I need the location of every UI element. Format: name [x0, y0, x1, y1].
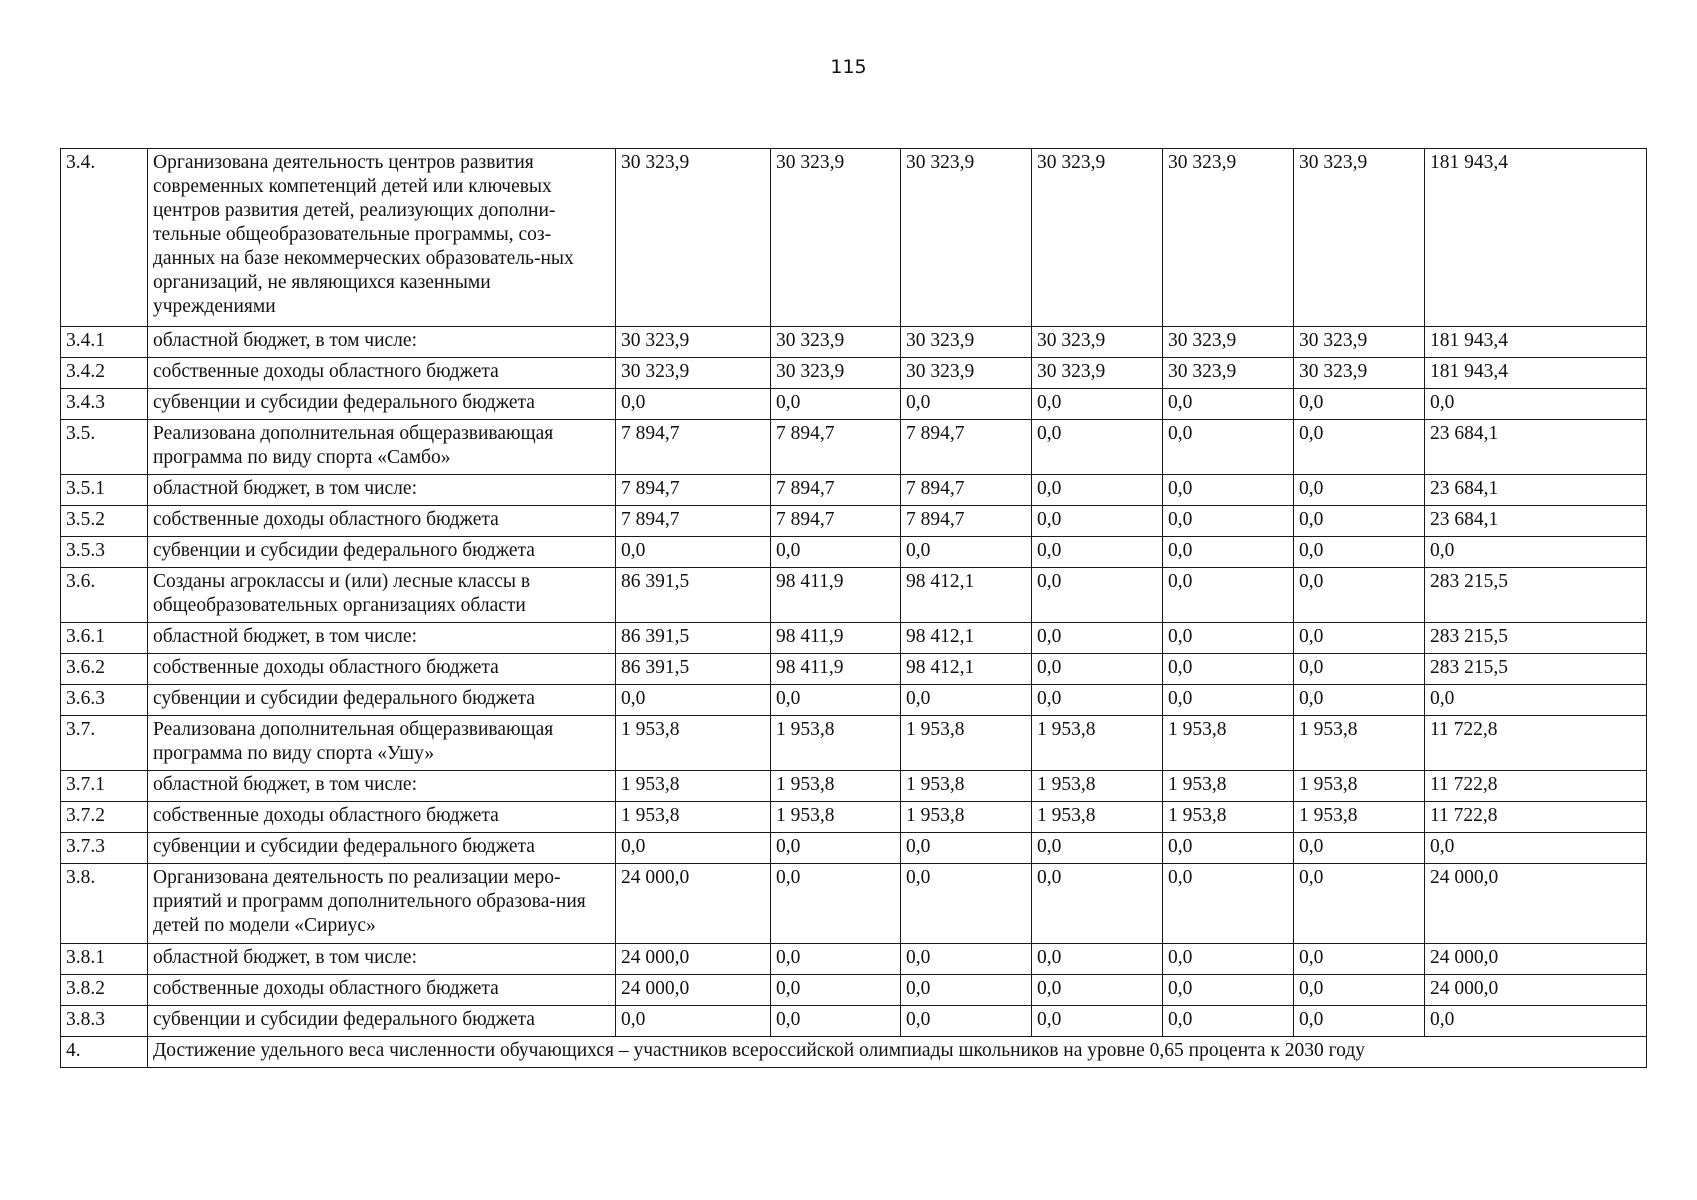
row-year-value: 0,0 [901, 833, 1032, 864]
row-code: 3.7. [61, 716, 148, 771]
row-year-value: 0,0 [771, 537, 901, 568]
table-row [61, 716, 1647, 771]
row-code: 3.5. [61, 420, 148, 475]
row-year-value: 98 411,9 [771, 623, 901, 654]
row-year-value: 1 953,8 [771, 802, 901, 833]
table-row [61, 389, 1647, 420]
row-year-value: 0,0 [1032, 685, 1163, 716]
row-year-value: 0,0 [1294, 864, 1425, 944]
row-year-value: 0,0 [1294, 389, 1425, 420]
row-year-value: 7 894,7 [616, 506, 771, 537]
row-year-value: 0,0 [1294, 537, 1425, 568]
table-body [61, 149, 1647, 1068]
row-year-value: 0,0 [901, 864, 1032, 944]
table-row [61, 623, 1647, 654]
row-year-value: 24 000,0 [616, 864, 771, 944]
row-year-value: 0,0 [1032, 623, 1163, 654]
row-year-value: 98 412,1 [901, 623, 1032, 654]
row-name: областной бюджет, в том числе: [148, 475, 616, 506]
row-name: Созданы агроклассы и (или) лесные классы в общеобразовательных организациях области [148, 568, 616, 623]
row-year-value: 0,0 [1163, 568, 1294, 623]
row-code: 3.6. [61, 568, 148, 623]
row-year-value: 0,0 [1032, 568, 1163, 623]
row-year-value: 1 953,8 [616, 716, 771, 771]
row-year-value: 0,0 [1163, 389, 1294, 420]
row-year-value: 0,0 [616, 537, 771, 568]
row-code: 3.4.3 [61, 389, 148, 420]
row-year-value: 0,0 [771, 975, 901, 1006]
row-year-value: 0,0 [1163, 654, 1294, 685]
row-total-value: 23 684,1 [1425, 506, 1647, 537]
row-year-value: 1 953,8 [1163, 802, 1294, 833]
row-year-value: 0,0 [1294, 685, 1425, 716]
row-year-value: 1 953,8 [1032, 771, 1163, 802]
row-year-value: 0,0 [901, 685, 1032, 716]
row-year-value: 0,0 [616, 685, 771, 716]
row-year-value: 30 323,9 [1163, 358, 1294, 389]
row-year-value: 0,0 [1294, 475, 1425, 506]
row-name: субвенции и субсидии федерального бюджета [148, 685, 616, 716]
row-total-value: 11 722,8 [1425, 771, 1647, 802]
table-row [61, 568, 1647, 623]
row-year-value: 0,0 [1294, 654, 1425, 685]
row-year-value: 1 953,8 [901, 771, 1032, 802]
row-year-value: 0,0 [1163, 623, 1294, 654]
row-name: собственные доходы областного бюджета [148, 654, 616, 685]
row-year-value: 0,0 [616, 1006, 771, 1037]
row-year-value: 30 323,9 [1294, 149, 1425, 327]
row-year-value: 98 412,1 [901, 654, 1032, 685]
row-total-value: 181 943,4 [1425, 358, 1647, 389]
row-code: 3.6.1 [61, 623, 148, 654]
row-total-value: 283 215,5 [1425, 568, 1647, 623]
row-year-value: 30 323,9 [616, 149, 771, 327]
row-year-value: 0,0 [771, 685, 901, 716]
table-row [61, 944, 1647, 975]
row-total-value: 24 000,0 [1425, 944, 1647, 975]
row-name: субвенции и субсидии федерального бюджета [148, 833, 616, 864]
row-year-value: 0,0 [1163, 944, 1294, 975]
row-name: собственные доходы областного бюджета [148, 975, 616, 1006]
row-year-value: 1 953,8 [901, 802, 1032, 833]
budget-table [60, 148, 1647, 1068]
row-total-value: 181 943,4 [1425, 327, 1647, 358]
row-year-value: 30 323,9 [1032, 327, 1163, 358]
row-year-value: 86 391,5 [616, 568, 771, 623]
row-year-value: 1 953,8 [616, 802, 771, 833]
row-year-value: 1 953,8 [1294, 716, 1425, 771]
row-code: 3.5.3 [61, 537, 148, 568]
row-name: субвенции и субсидии федерального бюджета [148, 1006, 616, 1037]
row-total-value: 283 215,5 [1425, 623, 1647, 654]
row-name: Реализована дополнительная общеразвивающая программа по виду спорта «Самбо» [148, 420, 616, 475]
row-year-value: 0,0 [1032, 389, 1163, 420]
row-year-value: 0,0 [1032, 506, 1163, 537]
row-year-value: 86 391,5 [616, 654, 771, 685]
row-code: 3.4. [61, 149, 148, 327]
row-year-value: 0,0 [901, 537, 1032, 568]
row-name: собственные доходы областного бюджета [148, 506, 616, 537]
row-year-value: 0,0 [1032, 864, 1163, 944]
row-year-value: 0,0 [1163, 537, 1294, 568]
row-year-value: 7 894,7 [901, 506, 1032, 537]
row-year-value: 0,0 [771, 864, 901, 944]
row-year-value: 0,0 [901, 944, 1032, 975]
row-year-value: 1 953,8 [901, 716, 1032, 771]
row-year-value: 7 894,7 [616, 475, 771, 506]
row-name: собственные доходы областного бюджета [148, 358, 616, 389]
row-year-value: 86 391,5 [616, 623, 771, 654]
row-year-value: 98 412,1 [901, 568, 1032, 623]
row-name: Организована деятельность центров развития современных компетенций детей или ключевых центров развития детей, реализующих дополни-тельные общеобразовательные программы, соз-данных на базе некоммерческих образователь-ных организаций, не являющихся казенными учреждениями [148, 149, 616, 327]
table-row [61, 420, 1647, 475]
row-total-value: 0,0 [1425, 389, 1647, 420]
row-year-value: 7 894,7 [771, 506, 901, 537]
row-year-value: 0,0 [1032, 975, 1163, 1006]
row-year-value: 98 411,9 [771, 654, 901, 685]
row-year-value: 0,0 [1294, 833, 1425, 864]
row-year-value: 0,0 [1163, 685, 1294, 716]
row-total-value: 0,0 [1425, 685, 1647, 716]
row-year-value: 1 953,8 [1294, 802, 1425, 833]
row-code: 3.8.3 [61, 1006, 148, 1037]
row-year-value: 30 323,9 [901, 149, 1032, 327]
row-code: 3.4.1 [61, 327, 148, 358]
row-year-value: 0,0 [1294, 944, 1425, 975]
row-year-value: 1 953,8 [616, 771, 771, 802]
row-code: 3.5.1 [61, 475, 148, 506]
row-total-value: 24 000,0 [1425, 864, 1647, 944]
row-total-value: 24 000,0 [1425, 975, 1647, 1006]
table-row [61, 475, 1647, 506]
row-year-value: 30 323,9 [1163, 327, 1294, 358]
row-code: 3.8. [61, 864, 148, 944]
row-code: 3.6.2 [61, 654, 148, 685]
table-row [61, 802, 1647, 833]
row-code: 3.4.2 [61, 358, 148, 389]
row-year-value: 0,0 [901, 975, 1032, 1006]
table-row [61, 654, 1647, 685]
row-year-value: 0,0 [771, 389, 901, 420]
row-year-value: 0,0 [616, 389, 771, 420]
row-year-value: 0,0 [1294, 506, 1425, 537]
row-year-value: 1 953,8 [771, 716, 901, 771]
row-year-value: 30 323,9 [1163, 149, 1294, 327]
row-name: субвенции и субсидии федерального бюджета [148, 537, 616, 568]
row-year-value: 0,0 [1032, 420, 1163, 475]
row-total-value: 11 722,8 [1425, 716, 1647, 771]
row-year-value: 0,0 [1294, 420, 1425, 475]
row-year-value: 7 894,7 [616, 420, 771, 475]
row-year-value: 7 894,7 [901, 420, 1032, 475]
row-total-value: 23 684,1 [1425, 475, 1647, 506]
table-row [61, 358, 1647, 389]
row-year-value: 1 953,8 [1032, 716, 1163, 771]
table-row-section-4 [61, 1037, 1647, 1068]
row-year-value: 30 323,9 [1032, 149, 1163, 327]
row-year-value: 0,0 [771, 944, 901, 975]
row-year-value: 0,0 [1163, 475, 1294, 506]
row-year-value: 30 323,9 [1032, 358, 1163, 389]
table-row [61, 975, 1647, 1006]
row-total-value: 181 943,4 [1425, 149, 1647, 327]
row-year-value: 0,0 [1032, 537, 1163, 568]
row-year-value: 0,0 [1032, 833, 1163, 864]
row-year-value: 0,0 [1163, 975, 1294, 1006]
row-total-value: 283 215,5 [1425, 654, 1647, 685]
row-name: субвенции и субсидии федерального бюджета [148, 389, 616, 420]
row-year-value: 24 000,0 [616, 975, 771, 1006]
row-year-value: 0,0 [1163, 864, 1294, 944]
row-year-value: 0,0 [901, 1006, 1032, 1037]
row-year-value: 7 894,7 [771, 475, 901, 506]
row-year-value: 1 953,8 [1294, 771, 1425, 802]
row-name: областной бюджет, в том числе: [148, 944, 616, 975]
row-code: 4. [61, 1037, 148, 1068]
row-name: областной бюджет, в том числе: [148, 623, 616, 654]
row-year-value: 0,0 [1032, 654, 1163, 685]
row-total-value: 11 722,8 [1425, 802, 1647, 833]
row-year-value: 0,0 [901, 389, 1032, 420]
row-year-value: 0,0 [1163, 506, 1294, 537]
table-row [61, 685, 1647, 716]
row-name: областной бюджет, в том числе: [148, 771, 616, 802]
table-row [61, 327, 1647, 358]
row-total-value: 0,0 [1425, 537, 1647, 568]
row-code: 3.5.2 [61, 506, 148, 537]
row-total-value: 0,0 [1425, 1006, 1647, 1037]
row-year-value: 0,0 [1032, 475, 1163, 506]
row-year-value: 0,0 [1294, 623, 1425, 654]
row-year-value: 0,0 [1163, 833, 1294, 864]
row-code: 3.7.2 [61, 802, 148, 833]
row-year-value: 30 323,9 [1294, 358, 1425, 389]
row-year-value: 30 323,9 [771, 327, 901, 358]
table-row [61, 506, 1647, 537]
row-year-value: 0,0 [771, 1006, 901, 1037]
row-year-value: 7 894,7 [771, 420, 901, 475]
row-name: Организована деятельность по реализации меро-приятий и программ дополнительного образова-ния детей по модели «Сириус» [148, 864, 616, 944]
row-code: 3.7.3 [61, 833, 148, 864]
row-year-value: 0,0 [1163, 1006, 1294, 1037]
row-year-value: 30 323,9 [771, 149, 901, 327]
row-year-value: 30 323,9 [616, 327, 771, 358]
row-year-value: 0,0 [1032, 944, 1163, 975]
row-year-value: 24 000,0 [616, 944, 771, 975]
row-year-value: 1 953,8 [1163, 771, 1294, 802]
row-year-value: 98 411,9 [771, 568, 901, 623]
row-year-value: 0,0 [1294, 975, 1425, 1006]
table-row [61, 771, 1647, 802]
row-year-value: 1 953,8 [1163, 716, 1294, 771]
row-year-value: 0,0 [1163, 420, 1294, 475]
table-row [61, 1006, 1647, 1037]
row-year-value: 0,0 [1294, 568, 1425, 623]
row-name: Реализована дополнительная общеразвивающая программа по виду спорта «Ушу» [148, 716, 616, 771]
row-total-value: 23 684,1 [1425, 420, 1647, 475]
row-year-value: 0,0 [1294, 1006, 1425, 1037]
row-name: собственные доходы областного бюджета [148, 802, 616, 833]
row-code: 3.8.2 [61, 975, 148, 1006]
row-year-value: 0,0 [616, 833, 771, 864]
row-name: областной бюджет, в том числе: [148, 327, 616, 358]
table-row [61, 833, 1647, 864]
row-year-value: 1 953,8 [771, 771, 901, 802]
row-year-value: 30 323,9 [616, 358, 771, 389]
row-year-value: 30 323,9 [901, 358, 1032, 389]
row-year-value: 30 323,9 [771, 358, 901, 389]
row-total-value: 0,0 [1425, 833, 1647, 864]
row-year-value: 0,0 [771, 833, 901, 864]
table-row [61, 149, 1647, 327]
table-row [61, 864, 1647, 944]
row-code: 3.7.1 [61, 771, 148, 802]
row-code: 3.8.1 [61, 944, 148, 975]
section-heading: Достижение удельного веса численности обучающихся – участников всероссийской олимпиады школьников на уровне 0,65 процента к 2030 году [148, 1037, 1647, 1068]
row-code: 3.6.3 [61, 685, 148, 716]
row-year-value: 30 323,9 [901, 327, 1032, 358]
row-year-value: 1 953,8 [1032, 802, 1163, 833]
row-year-value: 0,0 [1032, 1006, 1163, 1037]
row-year-value: 7 894,7 [901, 475, 1032, 506]
row-year-value: 30 323,9 [1294, 327, 1425, 358]
table-row [61, 537, 1647, 568]
page-number: 115 [830, 56, 867, 78]
